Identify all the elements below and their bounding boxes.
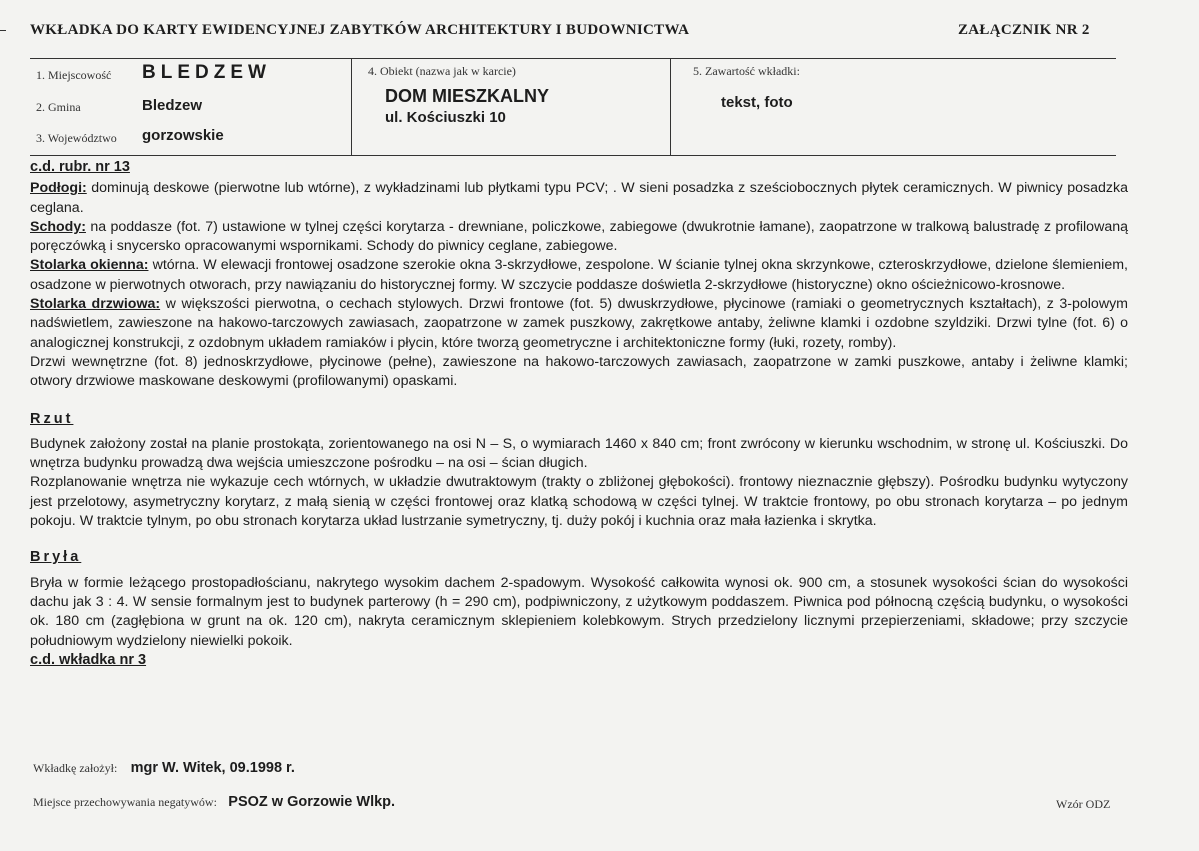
negatives-line (33, 794, 395, 810)
podlogi-paragraph (30, 179, 1128, 218)
negatives-label: Miejsce przechowywania negatywów: (33, 795, 217, 809)
miejscowosc-value: BLEDZEW (142, 62, 271, 83)
gmina-value: Bledzew (142, 97, 203, 114)
continuation-heading: c.d. rubr. nr 13 (30, 159, 130, 175)
location-column (30, 59, 350, 155)
obiekt-address: ul. Kościuszki 10 (385, 109, 506, 126)
schody-heading: Schody: (30, 218, 86, 235)
podlogi-heading: Podłogi: (30, 180, 87, 197)
schody-text: na poddasze (fot. 7) ustawione w tylnej części korytarza - drewniane, policzkowe, zabiegowe (dwukrotnie łamane), zaopatrzone w tralkową balustradę z profilowaną poręczówką i snycersko opracowanymi wspornikami. Schody do piwnicy ceglane, zabiegowe. (30, 218, 1128, 255)
author-line (33, 760, 295, 776)
object-column (351, 59, 671, 155)
stolarka-drzwiowa-paragraph (30, 295, 1128, 353)
content-type-column (670, 59, 1116, 155)
form-header (0, 18, 1199, 44)
continuation-insert: c.d. wkładka nr 3 (30, 651, 147, 668)
attachment-number: ZAŁĄCZNIK NR 2 (958, 22, 1090, 38)
wojewodztwo-label: 3. Województwo (36, 131, 117, 145)
stolarka-okienna-heading: Stolarka okienna: (30, 257, 149, 274)
stolarka-okienna-text: wtórna. W elewacji frontowej osadzone szerokie okna 3-skrzydłowe, zespolone. W ścianie tylnej okna skrzynkowe, czteroskrzydłowe, dzielone ślemieniem, osadzone w pierwotnych otworach, przy nawiązaniu do historycznej formy. W szczycie poddasze doświetla 2-skrzydłowe (historyczne) okno ościeżnicowo-krosnowe. (30, 257, 1128, 293)
author-value: mgr W. Witek, 09.1998 r. (130, 760, 295, 776)
stolarka-okienna-paragraph (30, 256, 1128, 295)
form-code: Wzór ODZ (1056, 797, 1111, 811)
obiekt-label: 4. Obiekt (nazwa jak w karcie) (368, 64, 516, 78)
form-title: WKŁADKA DO KARTY EWIDENCYJNEJ ZABYTKÓW ARCHITEKTURY I BUDOWNICTWA (30, 22, 690, 38)
schody-paragraph (30, 218, 1128, 257)
obiekt-name: DOM MIESZKALNY (385, 86, 549, 106)
rzut-heading: Rzut (30, 410, 74, 427)
rzut-paragraph-1: Budynek założony został na planie prostokąta, zorientowanego na osi N – S, o wymiarach 1460 x 840 cm; front zwrócony w kierunku wschodnim, w stronę ul. Kościuszki. Do wnętrza budynku prowadzą dwa wejścia umieszczone pośrodku – na osi – ścian długich. (30, 435, 1128, 472)
drzwi-wewnetrzne-paragraph: Drzwi wewnętrzne (fot. 8) jednoskrzydłowe, płycinowe (pełne), zawieszone na hakowo-tarczowych zawiasach, zaopatrzone w zamki puszkowe, antaby i żeliwne klamki; otwory drzwiowe maskowane deskowymi (profilowanymi) opaskami. (30, 353, 1128, 390)
gmina-label: 2. Gmina (36, 100, 81, 114)
bryla-paragraph: Bryła w formie leżącego prostopadłościanu, nakrytego wysokim dachem 2-spadowym. Wysokość całkowita wynosi ok. 900 cm, a stosunek wysokości ścian do wysokości dachu jak 3 : 4. W sensie formalnym jest to budynek parterowy (h = 290 cm), podpiwniczony, z użytkowym poddaszem. Piwnica pod północną częścią budynku, o wysokości ok. 180 cm (zagłębiona w grunt na ok. 120 cm), nakryta ceramicznym sklepieniem kolebkowym. Strych przedzielony licznymi przepierzeniami, składowe; przy szczycie południowym wydzielony niewielki pokoik. (30, 574, 1128, 649)
zawartosc-label: 5. Zawartość wkładki: (693, 64, 800, 78)
wojewodztwo-value: gorzowskie (142, 127, 224, 144)
zawartosc-value: tekst, foto (721, 94, 793, 111)
identification-table (30, 58, 1116, 156)
miejscowosc-label: 1. Miejscowość (36, 68, 112, 82)
rzut-paragraph-2: Rozplanowanie wnętrza nie wykazuje cech wtórnych, w układzie dwutraktowym (trakty o zbliżonej głębokości). frontowy nieznacznie głębszy). Pośrodku budynku wytyczony jest przelotowy, asymetryczny korytarz, z małą sienią w części frontowej oraz klatką schodową w części tylnej. W traktcie frontowy, po obu stronach korytarza – po jednym pokoju. W traktcie tylnym, po obu stronach korytarza układ lustrzanie symetryczny, tj. duży pokój i kuchnia oraz mała łazienka i skrytka. (30, 474, 1128, 530)
author-label: Wkładkę założył: (33, 761, 118, 775)
stolarka-drzwiowa-text: w większości pierwotna, o cechach stylowych. Drzwi frontowe (fot. 5) dwuskrzydłowe, płycinowe (ramiaki o geometrycznych kształtach), z 3-polowym nadświetlem, zawieszone na hakowo-tarczowych zawiasach, zaopatrzone w zamek puszkowy, zakrętkowe antaby, żeliwne klamki i ozdobne szyldziki. Drzwi tylne (fot. 6) o analogicznej konstrukcji, z ozdobnym układem ramiaków i płycin, które tworzą geometryczne i architektoniczne formy (łuki, rozety, romby). (30, 296, 1128, 351)
podlogi-text: dominują deskowe (pierwotne lub wtórne), z wykładzinami lub płytkami typu PCV; . W sieni posadzka z sześciobocznych płytek ceramicznych. W piwnicy posadzka ceglana. (30, 180, 1128, 216)
bryla-heading: Bryła (30, 549, 82, 566)
negatives-value: PSOZ w Gorzowie Wlkp. (228, 794, 396, 810)
description-body (30, 158, 1128, 670)
stolarka-drzwiowa-heading: Stolarka drzwiowa: (30, 296, 161, 313)
